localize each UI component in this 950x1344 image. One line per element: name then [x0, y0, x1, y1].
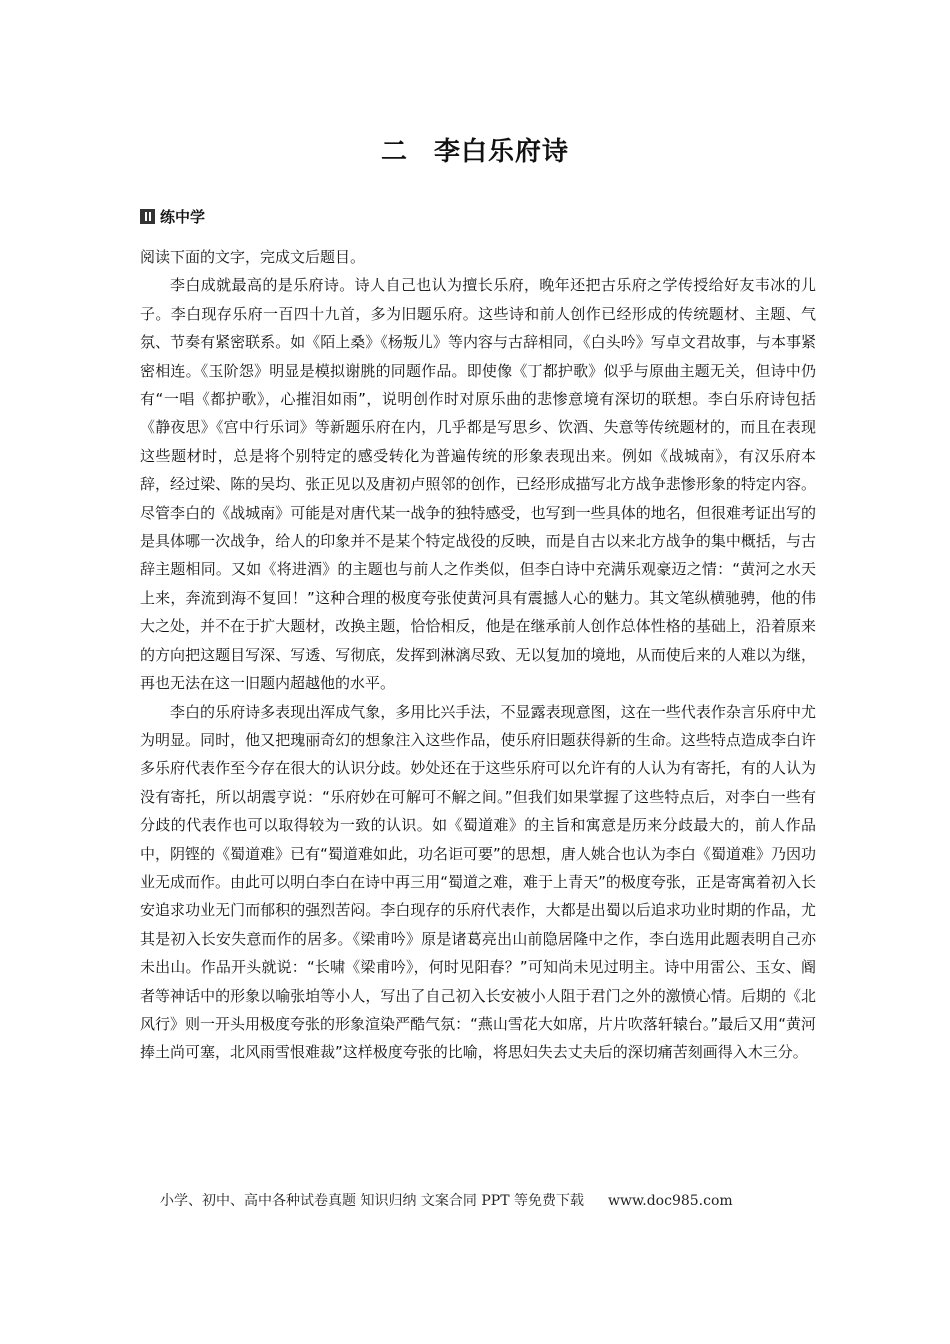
title-text: 李白乐府诗	[434, 137, 570, 167]
section-header	[140, 205, 205, 227]
footer-url[interactable]: www.doc985.com	[607, 1193, 733, 1209]
footer-text: 小学、初中、高中各种试卷真题 知识归纳 文案合同 PPT 等免费下载	[160, 1193, 584, 1209]
instruction-text: 阅读下面的文字，完成文后题目。	[140, 248, 366, 266]
page-title	[0, 134, 950, 170]
footer-banner	[160, 1191, 733, 1211]
title-number: 二	[380, 137, 408, 167]
section-label: 练中学	[160, 207, 206, 226]
paragraph-1: 李白成就最高的是乐府诗。诗人自己也认为擅长乐府，晚年还把古乐府之学传授给好友韦冰的儿子。李白现存乐府一百四十九首，多为旧题乐府。这些诗和前人创作已经形成的传统题材、主题、气氛、节奏有紧密联系。如《陌上桑》《杨叛儿》等内容与古辞相同，《白头吟》写卓文君故事，与本事紧密相连。《玉阶怨》明显是模拟谢朓的同题作品。即使像《丁都护歌》似乎与原曲主题无关，但诗中仍有“一唱《都护歌》，心摧泪如雨”，说明创作时对原乐曲的悲惨意境有深切的联想。李白乐府诗包括《静夜思》《宫中行乐词》等新题乐府在内，几乎都是写思乡、饮酒、失意等传统题材的，而且在表现这些题材时，总是将个别特定的感受转化为普遍传统的形象表现出来。例如《战城南》，有汉乐府本辞，经过梁、陈的吴均、张正见以及唐初卢照邻的创作，已经形成描写北方战争悲惨形象的特定内容。尽管李白的《战城南》可能是对唐代某一战争的独特感受，也写到一些具体的地名，但很难考证出写的是具体哪一次战争，给人的印象并不是某个特定战役的反映，而是自古以来北方战争的集中概括，与古辞主题相同。又如《将进酒》的主题也与前人之作类似，但李白诗中充满乐观豪迈之情：“黄河之水天上来，奔流到海不复回！”这种合理的极度夸张使黄河具有震撼人心的魅力。其文笔纵横驰骋，他的伟大之处，并不在于扩大题材，改换主题，恰恰相反，他是在继承前人创作总体性格的基础上，沿着原来的方向把这题目写深、写透、写彻底，发挥到淋漓尽致、无以复加的境地，从而使后来的人难以为继，再也无法在这一旧题内超越他的水平。	[140, 276, 816, 693]
article-body	[140, 243, 816, 1067]
paragraph-2: 李白的乐府诗多表现出浑成气象，多用比兴手法，不显露表现意图，这在一些代表作杂言乐府中尤为明显。同时，他又把瑰丽奇幻的想象注入这些作品，使乐府旧题获得新的生命。这些特点造成李白许多乐府代表作至今存在很大的认识分歧。妙处还在于这些乐府可以允许有的人认为有寄托，有的人认为没有寄托，所以胡震亨说：“乐府妙在可解可不解之间。”但我们如果掌握了这些特点后，对李白一些有分歧的代表作也可以取得较为一致的认识。如《蜀道难》的主旨和寓意是历来分歧最大的，前人作品中，阴铿的《蜀道难》已有“蜀道难如此，功名讵可要”的思想，唐人姚合也认为李白《蜀道难》乃因功业无成而作。由此可以明白李白在诗中再三用“蜀道之难，难于上青天”的极度夸张，正是寄寓着初入长安追求功业无门而郁积的强烈苦闷。李白现存的乐府代表作，大都是出蜀以后追求功业时期的作品，尤其是初入长安失意而作的居多。《梁甫吟》原是诸葛亮出山前隐居隆中之作，李白选用此题表明自己亦未出山。作品开头就说：“长啸《梁甫吟》，何时见阳春？”可知尚未见过明主。诗中用雷公、玉女、阍者等神话中的形象以喻张垍等小人，写出了自己初入长安被小人阻于君门之外的激愤心情。后期的《北风行》则一开头用极度夸张的形象渲染严酷气氛：“燕山雪花大如席，片片吹落轩辕台。”最后又用“黄河捧土尚可塞，北风雨雪恨难裁”这样极度夸张的比喻，将思妇失去丈夫后的深切痛苦刻画得入木三分。	[140, 702, 816, 1062]
section-marker-icon	[140, 209, 155, 224]
